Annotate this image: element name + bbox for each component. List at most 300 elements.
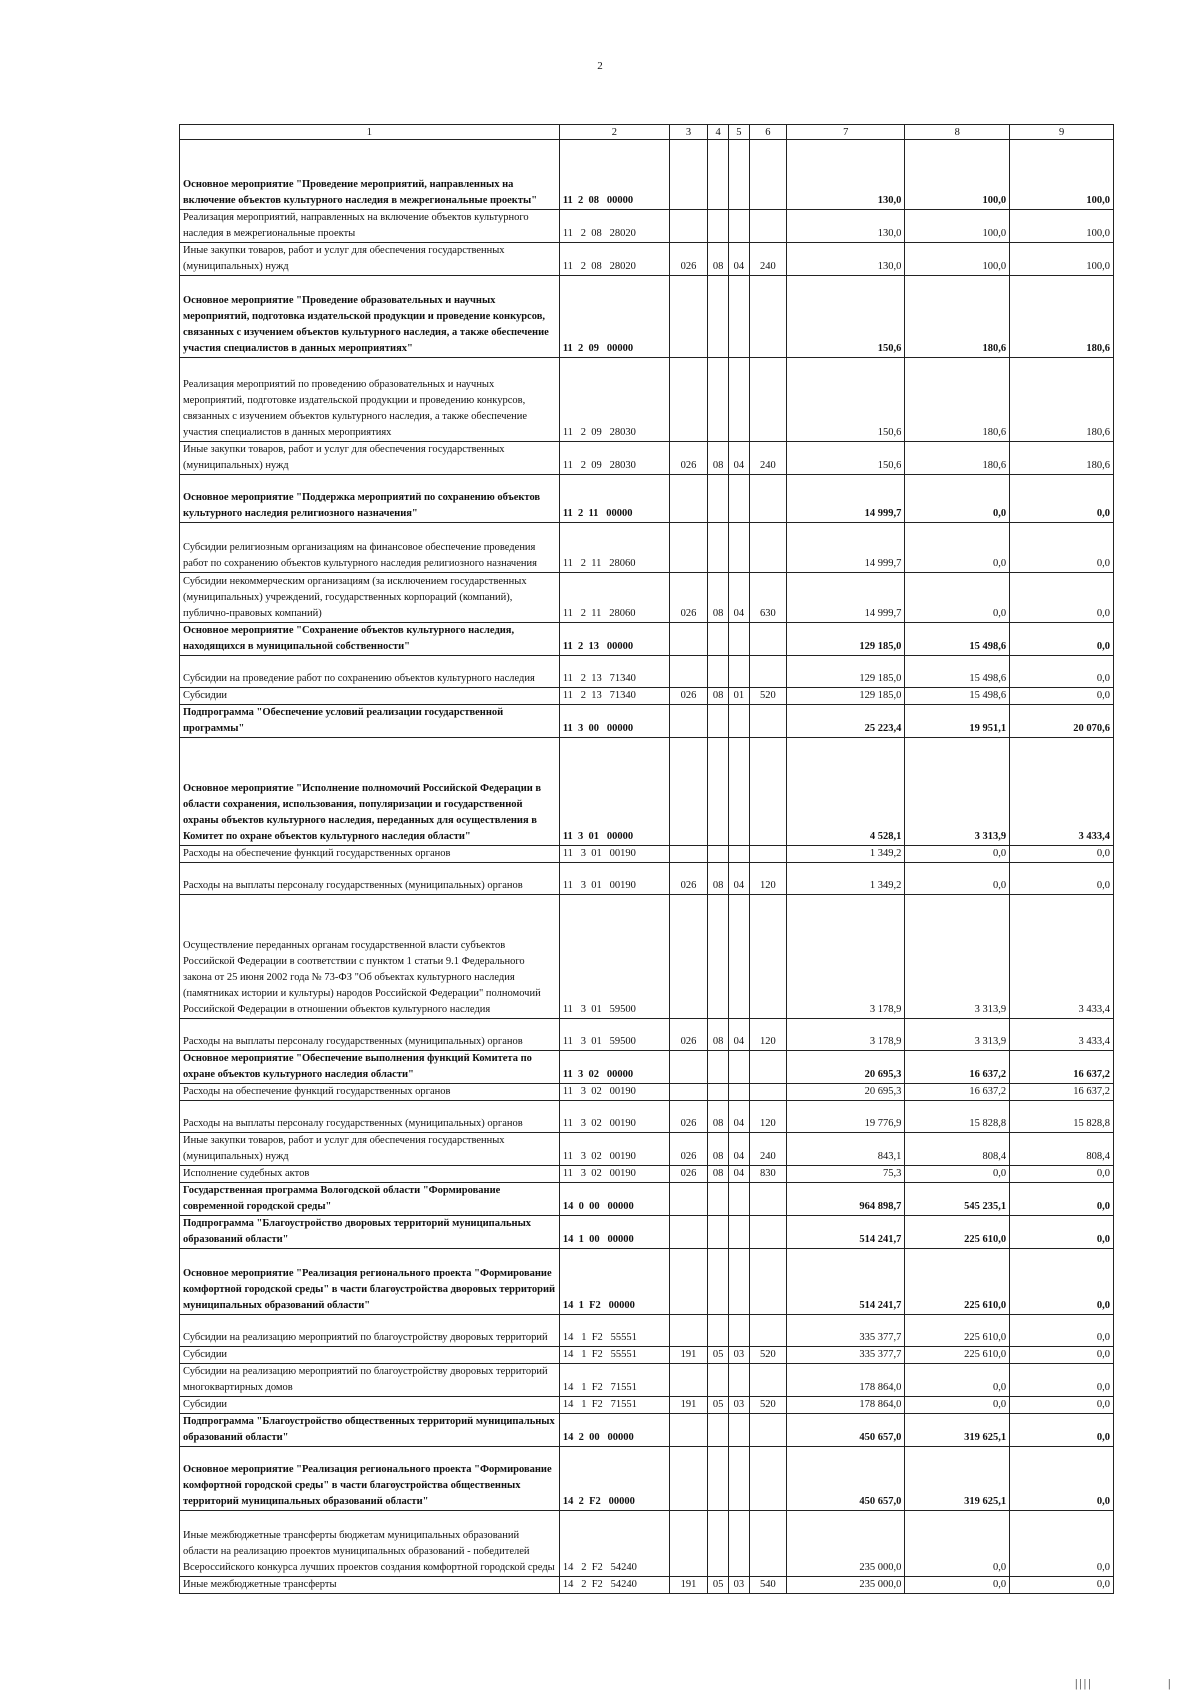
row-col3	[669, 623, 707, 656]
row-col3: 026	[669, 1019, 707, 1051]
row-name: Субсидии на проведение работ по сохранению объектов культурного наследия	[180, 656, 560, 688]
row-col6: 630	[749, 573, 786, 623]
row-code: 14 1 F2 71551	[559, 1397, 669, 1414]
row-value-8: 225 610,0	[905, 1216, 1010, 1249]
row-value-8: 545 235,1	[905, 1183, 1010, 1216]
row-value-7: 4 528,1	[787, 738, 905, 846]
row-col5	[728, 1315, 749, 1347]
row-value-8: 15 498,6	[905, 623, 1010, 656]
row-value-9: 180,6	[1010, 358, 1114, 442]
row-value-7: 964 898,7	[787, 1183, 905, 1216]
row-col3	[669, 1511, 707, 1577]
budget-table	[179, 124, 1114, 1594]
row-col5	[728, 656, 749, 688]
row-value-8: 0,0	[905, 1577, 1010, 1594]
row-value-9: 0,0	[1010, 863, 1114, 895]
row-col4	[708, 475, 729, 523]
row-col3	[669, 1183, 707, 1216]
table-row	[180, 1249, 1114, 1315]
row-value-7: 235 000,0	[787, 1577, 905, 1594]
row-value-7: 130,0	[787, 140, 905, 210]
row-value-9: 0,0	[1010, 1511, 1114, 1577]
row-col5: 04	[728, 863, 749, 895]
row-col3	[669, 276, 707, 358]
row-col5	[728, 1414, 749, 1447]
row-value-9: 0,0	[1010, 573, 1114, 623]
row-value-8: 16 637,2	[905, 1051, 1010, 1084]
table-row	[180, 705, 1114, 738]
row-value-7: 514 241,7	[787, 1216, 905, 1249]
row-name: Основное мероприятие "Проведение образовательных и научных мероприятий, подготовка издательской продукции и проведение конкурсов, связанных с изучением объектов культурного наследия, а также обеспечение участия специалистов в данных мероприятиях"	[180, 276, 560, 358]
row-code: 11 2 08 00000	[559, 140, 669, 210]
row-col6	[749, 523, 786, 573]
row-col5	[728, 276, 749, 358]
table-row	[180, 442, 1114, 475]
row-name: Основное мероприятие "Сохранение объектов культурного наследия, находящихся в муниципальной собственности"	[180, 623, 560, 656]
row-value-9: 15 828,8	[1010, 1101, 1114, 1133]
row-value-8: 15 498,6	[905, 656, 1010, 688]
row-value-9: 0,0	[1010, 1364, 1114, 1397]
row-code: 11 2 08 28020	[559, 243, 669, 276]
table-row	[180, 1414, 1114, 1447]
row-col5	[728, 1447, 749, 1511]
row-name: Субсидии некоммерческим организациям (за исключением государственных (муниципальных) учреждений, государственных корпораций (компаний), публично-правовых компаний)	[180, 573, 560, 623]
row-value-7: 130,0	[787, 243, 905, 276]
row-name: Субсидии религиозным организациям на финансовое обеспечение проведения работ по сохранению объектов культурного наследия религиозного назначения	[180, 523, 560, 573]
table-row	[180, 895, 1114, 1019]
row-code: 14 1 F2 00000	[559, 1249, 669, 1315]
row-value-8: 3 313,9	[905, 895, 1010, 1019]
row-value-9: 0,0	[1010, 1249, 1114, 1315]
footer-tick: |	[1168, 1676, 1171, 1690]
row-value-8: 19 951,1	[905, 705, 1010, 738]
table-body	[180, 140, 1114, 1594]
row-col4	[708, 1216, 729, 1249]
row-code: 11 2 13 71340	[559, 688, 669, 705]
row-name: Подпрограмма "Обеспечение условий реализации государственной программы"	[180, 705, 560, 738]
row-value-7: 1 349,2	[787, 863, 905, 895]
row-col3	[669, 1364, 707, 1397]
table-row	[180, 140, 1114, 210]
row-value-7: 150,6	[787, 442, 905, 475]
row-col4: 08	[708, 688, 729, 705]
row-name: Основное мероприятие "Реализация регионального проекта "Формирование комфортной городской среды" в части благоустройства общественных территорий муниципальных образований области"	[180, 1447, 560, 1511]
row-col4	[708, 276, 729, 358]
row-col5: 04	[728, 573, 749, 623]
row-value-9: 0,0	[1010, 1216, 1114, 1249]
row-code: 11 3 00 00000	[559, 705, 669, 738]
row-col3: 026	[669, 442, 707, 475]
row-col6	[749, 1051, 786, 1084]
row-col4: 08	[708, 1166, 729, 1183]
table-row	[180, 1216, 1114, 1249]
row-col5	[728, 1364, 749, 1397]
row-value-7: 178 864,0	[787, 1397, 905, 1414]
row-col4: 08	[708, 1101, 729, 1133]
row-col6	[749, 358, 786, 442]
row-col6	[749, 623, 786, 656]
row-value-8: 15 828,8	[905, 1101, 1010, 1133]
row-value-7: 14 999,7	[787, 475, 905, 523]
row-value-7: 335 377,7	[787, 1315, 905, 1347]
row-col3	[669, 358, 707, 442]
row-col3	[669, 738, 707, 846]
row-col3	[669, 210, 707, 243]
row-value-7: 75,3	[787, 1166, 905, 1183]
row-col5	[728, 623, 749, 656]
row-col3	[669, 705, 707, 738]
row-value-8: 0,0	[905, 846, 1010, 863]
row-value-7: 129 185,0	[787, 623, 905, 656]
row-col4: 08	[708, 863, 729, 895]
row-name: Иные закупки товаров, работ и услуг для обеспечения государственных (муниципальных) нужд	[180, 1133, 560, 1166]
row-col5	[728, 1183, 749, 1216]
row-value-9: 0,0	[1010, 1397, 1114, 1414]
row-value-9: 0,0	[1010, 1347, 1114, 1364]
row-value-7: 14 999,7	[787, 523, 905, 573]
row-col3: 191	[669, 1577, 707, 1594]
row-col5: 04	[728, 1101, 749, 1133]
row-name: Государственная программа Вологодской области "Формирование современной городской среды"	[180, 1183, 560, 1216]
row-col6	[749, 656, 786, 688]
footer-marks: ||||	[1075, 1676, 1093, 1690]
row-code: 14 2 00 00000	[559, 1414, 669, 1447]
row-col4: 08	[708, 1019, 729, 1051]
table-row	[180, 243, 1114, 276]
header-cell-9: 9	[1010, 125, 1114, 140]
row-col5	[728, 738, 749, 846]
row-value-8: 180,6	[905, 442, 1010, 475]
row-col3	[669, 475, 707, 523]
row-col6: 520	[749, 688, 786, 705]
row-col6: 540	[749, 1577, 786, 1594]
row-col3: 191	[669, 1347, 707, 1364]
row-value-9: 0,0	[1010, 1447, 1114, 1511]
table-row	[180, 1315, 1114, 1347]
row-name: Реализация мероприятий по проведению образовательных и научных мероприятий, подготовке издательской продукции и проведению конкурсов, связанных с изучением объектов культурного наследия, а также обеспечение участия специалистов в данных мероприятиях	[180, 358, 560, 442]
row-col3	[669, 1447, 707, 1511]
row-value-9: 3 433,4	[1010, 1019, 1114, 1051]
row-col3	[669, 656, 707, 688]
row-col6	[749, 1447, 786, 1511]
row-value-7: 19 776,9	[787, 1101, 905, 1133]
row-col3	[669, 1216, 707, 1249]
row-col6	[749, 1249, 786, 1315]
row-col6	[749, 738, 786, 846]
table-row	[180, 1447, 1114, 1511]
row-value-7: 450 657,0	[787, 1447, 905, 1511]
row-name: Основное мероприятие "Поддержка мероприятий по сохранению объектов культурного наследия религиозного назначения"	[180, 475, 560, 523]
table-row	[180, 276, 1114, 358]
row-value-8: 0,0	[905, 1166, 1010, 1183]
row-col5	[728, 705, 749, 738]
row-col4: 08	[708, 442, 729, 475]
row-col6	[749, 1414, 786, 1447]
row-name: Субсидии на реализацию мероприятий по благоустройству дворовых территорий	[180, 1315, 560, 1347]
row-value-8: 3 313,9	[905, 738, 1010, 846]
row-col4	[708, 358, 729, 442]
table-row	[180, 358, 1114, 442]
row-value-9: 0,0	[1010, 656, 1114, 688]
row-value-9: 16 637,2	[1010, 1051, 1114, 1084]
row-value-7: 130,0	[787, 210, 905, 243]
row-col6: 240	[749, 1133, 786, 1166]
table-row	[180, 1397, 1114, 1414]
row-col4	[708, 523, 729, 573]
row-col3	[669, 895, 707, 1019]
table-row	[180, 523, 1114, 573]
row-name: Подпрограмма "Благоустройство дворовых территорий муниципальных образований области"	[180, 1216, 560, 1249]
row-value-9: 0,0	[1010, 1414, 1114, 1447]
row-col3: 026	[669, 863, 707, 895]
row-col5	[728, 1511, 749, 1577]
table-row	[180, 688, 1114, 705]
row-col4	[708, 846, 729, 863]
row-code: 11 2 11 28060	[559, 523, 669, 573]
row-value-9: 16 637,2	[1010, 1084, 1114, 1101]
header-cell-1: 1	[180, 125, 560, 140]
row-name: Субсидии	[180, 1397, 560, 1414]
row-col3: 026	[669, 1166, 707, 1183]
row-col3: 026	[669, 243, 707, 276]
row-code: 14 2 F2 00000	[559, 1447, 669, 1511]
header-cell-8: 8	[905, 125, 1010, 140]
row-col3	[669, 846, 707, 863]
header-cell-3: 3	[669, 125, 707, 140]
row-code: 11 3 02 00000	[559, 1051, 669, 1084]
row-value-8: 808,4	[905, 1133, 1010, 1166]
row-col3: 026	[669, 1133, 707, 1166]
row-col4	[708, 623, 729, 656]
row-col4	[708, 1511, 729, 1577]
row-col4: 08	[708, 573, 729, 623]
row-col5	[728, 1216, 749, 1249]
row-code: 11 2 13 00000	[559, 623, 669, 656]
row-col6: 120	[749, 1101, 786, 1133]
row-col4	[708, 705, 729, 738]
row-value-7: 150,6	[787, 276, 905, 358]
row-value-7: 14 999,7	[787, 573, 905, 623]
row-col3: 191	[669, 1397, 707, 1414]
row-value-8: 0,0	[905, 475, 1010, 523]
row-value-8: 0,0	[905, 573, 1010, 623]
row-value-7: 129 185,0	[787, 656, 905, 688]
row-col3	[669, 1084, 707, 1101]
row-col6: 240	[749, 442, 786, 475]
row-value-7: 129 185,0	[787, 688, 905, 705]
row-name: Расходы на выплаты персоналу государственных (муниципальных) органов	[180, 1019, 560, 1051]
table-row	[180, 656, 1114, 688]
row-col4	[708, 1315, 729, 1347]
row-code: 11 3 02 00190	[559, 1133, 669, 1166]
row-col4	[708, 1447, 729, 1511]
row-value-9: 0,0	[1010, 1315, 1114, 1347]
row-name: Основное мероприятие "Исполнение полномочий Российской Федерации в области сохранения, использования, популяризации и государственной охраны объектов культурного наследия, переданных для осуществления в Комитет по охране объектов культурного наследия области"	[180, 738, 560, 846]
header-cell-2: 2	[559, 125, 669, 140]
row-value-7: 3 178,9	[787, 895, 905, 1019]
row-col6	[749, 895, 786, 1019]
row-col5: 04	[728, 442, 749, 475]
row-code: 11 3 01 00190	[559, 863, 669, 895]
row-col3: 026	[669, 688, 707, 705]
row-col6	[749, 846, 786, 863]
row-value-8: 15 498,6	[905, 688, 1010, 705]
row-col3	[669, 1414, 707, 1447]
row-code: 14 0 00 00000	[559, 1183, 669, 1216]
table-row	[180, 1166, 1114, 1183]
row-col3	[669, 140, 707, 210]
row-col4	[708, 1183, 729, 1216]
row-col5	[728, 523, 749, 573]
table-row	[180, 1347, 1114, 1364]
row-name: Подпрограмма "Благоустройство общественных территорий муниципальных образований области"	[180, 1414, 560, 1447]
row-value-7: 235 000,0	[787, 1511, 905, 1577]
row-name: Иные межбюджетные трансферты бюджетам муниципальных образований области на реализацию проектов муниципальных образований - победителей Всероссийского конкурса лучших проектов создания комфортной городской среды	[180, 1511, 560, 1577]
row-value-8: 225 610,0	[905, 1315, 1010, 1347]
table-row	[180, 863, 1114, 895]
row-value-8: 180,6	[905, 358, 1010, 442]
row-name: Расходы на обеспечение функций государственных органов	[180, 1084, 560, 1101]
row-col4	[708, 140, 729, 210]
row-col4	[708, 1249, 729, 1315]
table-row	[180, 1101, 1114, 1133]
row-code: 11 3 01 59500	[559, 1019, 669, 1051]
row-value-7: 450 657,0	[787, 1414, 905, 1447]
row-code: 11 2 13 71340	[559, 656, 669, 688]
row-col5	[728, 1084, 749, 1101]
row-col6: 520	[749, 1397, 786, 1414]
row-value-7: 1 349,2	[787, 846, 905, 863]
row-col6	[749, 1216, 786, 1249]
row-col4	[708, 1051, 729, 1084]
row-value-8: 0,0	[905, 863, 1010, 895]
row-code: 14 2 F2 54240	[559, 1511, 669, 1577]
table-row	[180, 1019, 1114, 1051]
row-value-8: 100,0	[905, 243, 1010, 276]
row-value-7: 20 695,3	[787, 1051, 905, 1084]
row-code: 11 2 09 28030	[559, 358, 669, 442]
row-col3: 026	[669, 573, 707, 623]
row-code: 11 3 01 00000	[559, 738, 669, 846]
row-name: Реализация мероприятий, направленных на включение объектов культурного наследия в межрегиональные проекты	[180, 210, 560, 243]
row-value-9: 0,0	[1010, 688, 1114, 705]
row-col5	[728, 358, 749, 442]
row-col6: 240	[749, 243, 786, 276]
row-col4	[708, 1414, 729, 1447]
table-row	[180, 1183, 1114, 1216]
row-col6: 520	[749, 1347, 786, 1364]
row-name: Субсидии	[180, 688, 560, 705]
table-row	[180, 1084, 1114, 1101]
table-row	[180, 623, 1114, 656]
page-number: 2	[597, 60, 603, 72]
row-name: Основное мероприятие "Обеспечение выполнения функций Комитета по охране объектов культурного наследия области"	[180, 1051, 560, 1084]
row-col3	[669, 1051, 707, 1084]
row-col4	[708, 656, 729, 688]
row-name: Субсидии	[180, 1347, 560, 1364]
row-value-8: 225 610,0	[905, 1347, 1010, 1364]
row-value-7: 514 241,7	[787, 1249, 905, 1315]
row-col4	[708, 210, 729, 243]
row-col4	[708, 895, 729, 1019]
row-value-8: 319 625,1	[905, 1414, 1010, 1447]
row-col3	[669, 523, 707, 573]
row-value-7: 25 223,4	[787, 705, 905, 738]
row-value-7: 20 695,3	[787, 1084, 905, 1101]
row-value-7: 178 864,0	[787, 1364, 905, 1397]
row-code: 11 3 01 59500	[559, 895, 669, 1019]
row-col4: 08	[708, 243, 729, 276]
row-value-9: 180,6	[1010, 442, 1114, 475]
row-col4	[708, 738, 729, 846]
row-col3: 026	[669, 1101, 707, 1133]
row-col5	[728, 895, 749, 1019]
row-value-9: 0,0	[1010, 1577, 1114, 1594]
row-value-9: 808,4	[1010, 1133, 1114, 1166]
header-cell-4: 4	[708, 125, 729, 140]
row-col5: 01	[728, 688, 749, 705]
row-col6	[749, 140, 786, 210]
header-cell-5: 5	[728, 125, 749, 140]
row-code: 14 1 F2 71551	[559, 1364, 669, 1397]
row-col4: 05	[708, 1397, 729, 1414]
row-col6	[749, 705, 786, 738]
row-code: 11 3 02 00190	[559, 1084, 669, 1101]
table-row	[180, 573, 1114, 623]
row-value-7: 843,1	[787, 1133, 905, 1166]
header-cell-7: 7	[787, 125, 905, 140]
row-name: Расходы на выплаты персоналу государственных (муниципальных) органов	[180, 1101, 560, 1133]
row-value-9: 20 070,6	[1010, 705, 1114, 738]
header-cell-6: 6	[749, 125, 786, 140]
row-name: Расходы на выплаты персоналу государственных (муниципальных) органов	[180, 863, 560, 895]
row-col4: 05	[708, 1347, 729, 1364]
table-row	[180, 1511, 1114, 1577]
row-col5: 04	[728, 1166, 749, 1183]
row-value-8: 225 610,0	[905, 1249, 1010, 1315]
row-col4	[708, 1364, 729, 1397]
row-col4: 05	[708, 1577, 729, 1594]
row-value-8: 100,0	[905, 140, 1010, 210]
row-value-8: 100,0	[905, 210, 1010, 243]
row-col6	[749, 1364, 786, 1397]
row-col6: 830	[749, 1166, 786, 1183]
row-col6	[749, 1315, 786, 1347]
row-value-7: 335 377,7	[787, 1347, 905, 1364]
table-row	[180, 1364, 1114, 1397]
row-code: 11 3 02 00190	[559, 1101, 669, 1133]
row-col5: 03	[728, 1397, 749, 1414]
row-col3	[669, 1315, 707, 1347]
row-name: Субсидии на реализацию мероприятий по благоустройству дворовых территорий многоквартирных домов	[180, 1364, 560, 1397]
row-col5	[728, 210, 749, 243]
row-code: 14 1 00 00000	[559, 1216, 669, 1249]
table-row	[180, 1133, 1114, 1166]
row-code: 11 2 09 00000	[559, 276, 669, 358]
row-col6	[749, 210, 786, 243]
row-name: Иные межбюджетные трансферты	[180, 1577, 560, 1594]
row-code: 14 2 F2 54240	[559, 1577, 669, 1594]
table-row	[180, 1051, 1114, 1084]
header-row	[180, 125, 1114, 140]
row-name: Основное мероприятие "Проведение мероприятий, направленных на включение объектов культурного наследия в межрегиональные проекты"	[180, 140, 560, 210]
row-value-9: 0,0	[1010, 523, 1114, 573]
row-col5	[728, 140, 749, 210]
row-value-8: 180,6	[905, 276, 1010, 358]
row-name: Иные закупки товаров, работ и услуг для обеспечения государственных (муниципальных) нужд	[180, 243, 560, 276]
row-col6	[749, 1084, 786, 1101]
table-row	[180, 1577, 1114, 1594]
